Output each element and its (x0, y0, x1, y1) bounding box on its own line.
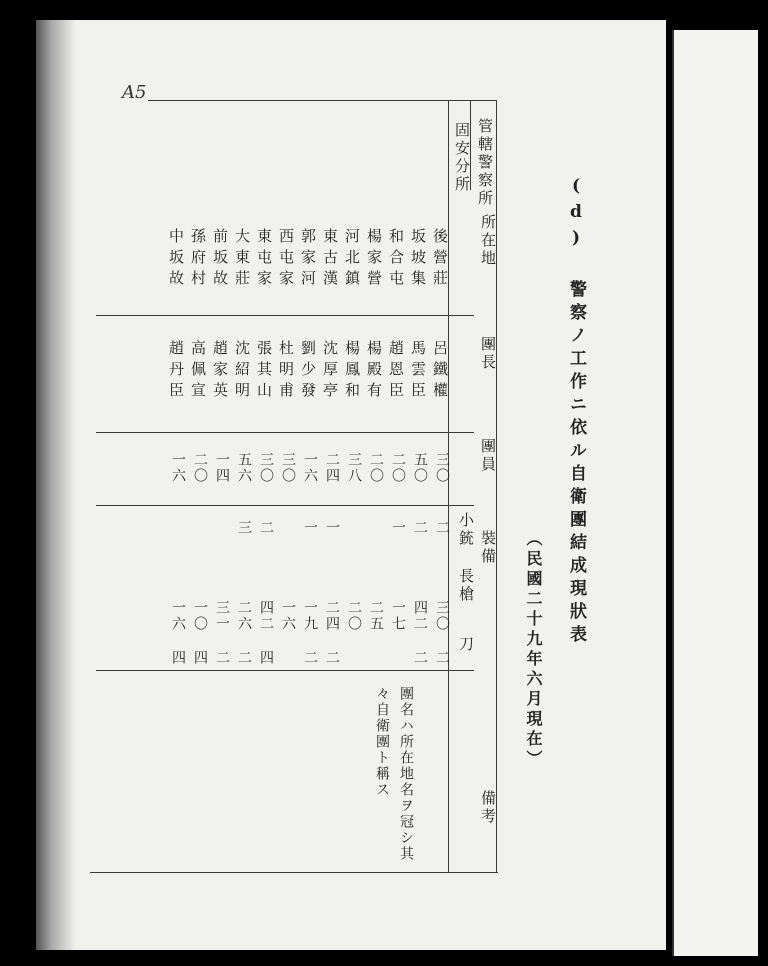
row-spears: 一〇 (192, 600, 208, 632)
row-swords: 二 (302, 650, 318, 666)
row-spears: 一六 (170, 600, 186, 632)
row-small-arms: 三 (236, 520, 252, 536)
row-head: 楊殿有 (365, 340, 383, 403)
row-members: 三八 (346, 452, 362, 484)
group-label: 固安分所 (453, 122, 471, 194)
row-members: 三〇 (258, 452, 274, 484)
row-swords: 四 (258, 650, 274, 666)
name-head-divider (96, 315, 474, 316)
row-location: 東屯家 (255, 228, 273, 291)
row-spears: 二五 (368, 600, 384, 632)
header-remarks: 備考 (479, 790, 497, 826)
row-members: 一六 (170, 452, 186, 484)
row-small-arms: 一 (324, 520, 340, 536)
table-bottom-border (90, 872, 498, 873)
row-small-arms: 二 (412, 520, 428, 536)
row-location: 孫府村 (189, 228, 207, 291)
row-head: 呂鐵權 (431, 340, 449, 403)
head-members-divider (96, 432, 474, 433)
header-small-arms: 小銃 (457, 512, 475, 548)
row-spears: 二六 (236, 600, 252, 632)
row-small-arms: 一 (390, 520, 406, 536)
row-members: 二四 (324, 452, 340, 484)
row-spears: 三〇 (434, 600, 450, 632)
row-members: 三〇 (280, 452, 296, 484)
row-members: 二〇 (192, 452, 208, 484)
row-head: 沈紹明 (233, 340, 251, 403)
row-swords: 二 (214, 650, 230, 666)
row-members: 五〇 (412, 452, 428, 484)
row-location: 西屯家 (277, 228, 295, 291)
row-location: 河北鎮 (343, 228, 361, 291)
row-small-arms: 二 (434, 520, 450, 536)
row-head: 楊鳳和 (343, 340, 361, 403)
row-members: 二〇 (390, 452, 406, 484)
row-small-arms: 二 (258, 520, 274, 536)
corner-mark: A5 (122, 82, 147, 103)
row-spears: 一九 (302, 600, 318, 632)
table-title: (d) 警察ノ工作ニ依ル自衛團結成現狀表 (566, 176, 586, 648)
row-spears: 四二 (412, 600, 428, 632)
table-top-border (148, 100, 496, 101)
row-spears: 一六 (280, 600, 296, 632)
row-spears: 二四 (324, 600, 340, 632)
binding-shadow (36, 20, 76, 950)
header-equipment: 裝備 (479, 530, 497, 566)
row-swords: 四 (192, 650, 208, 666)
row-members: 三〇 (434, 452, 450, 484)
row-location: 郭家河 (299, 228, 317, 291)
row-members: 二〇 (368, 452, 384, 484)
remarks-line-1: 團名ハ所在地名ヲ冠シ其 (398, 686, 414, 862)
members-equipment-divider (96, 505, 474, 506)
row-head: 杜明甫 (277, 340, 295, 403)
row-location: 後營莊 (431, 228, 449, 291)
row-head: 張其山 (255, 340, 273, 403)
remarks-line-2: 々自衛團ト稱ス (374, 686, 390, 798)
table-subtitle: （民國二十九年六月現在） (524, 530, 543, 770)
equipment-remarks-divider (96, 670, 474, 671)
row-small-arms: 一 (302, 520, 318, 536)
row-head: 劉少發 (299, 340, 317, 403)
row-swords: 四 (170, 650, 186, 666)
row-swords: 二 (236, 650, 252, 666)
row-swords: 二 (324, 650, 340, 666)
row-location: 和合屯 (387, 228, 405, 291)
header-spears: 長槍 (457, 568, 475, 604)
row-spears: 三一 (214, 600, 230, 632)
row-members: 一四 (214, 452, 230, 484)
row-members: 五六 (236, 452, 252, 484)
row-head: 馬雲臣 (409, 340, 427, 403)
adjacent-page (672, 30, 758, 956)
header-members: 團員 (479, 438, 497, 474)
row-spears: 四二 (258, 600, 274, 632)
header-swords: 刀 (457, 636, 475, 654)
row-location: 大東莊 (233, 228, 251, 291)
row-location: 坂坡集 (409, 228, 427, 291)
header-head: 團長 (479, 336, 497, 372)
row-head: 趙丹臣 (167, 340, 185, 403)
row-location: 前坂故 (211, 228, 229, 291)
row-head: 趙恩臣 (387, 340, 405, 403)
row-location: 楊家營 (365, 228, 383, 291)
row-head: 趙家英 (211, 340, 229, 403)
row-head: 沈厚亭 (321, 340, 339, 403)
header-body-divider (448, 100, 449, 872)
row-spears: 二〇 (346, 600, 362, 632)
header-office: 管轄警察所 (476, 118, 494, 208)
row-location: 中坂故 (167, 228, 185, 291)
row-spears: 一七 (390, 600, 406, 632)
header-location: 所在地 (479, 214, 497, 268)
row-members: 一六 (302, 452, 318, 484)
row-swords: 二 (434, 650, 450, 666)
row-location: 東古漢 (321, 228, 339, 291)
row-head: 高佩宣 (189, 340, 207, 403)
row-swords: 二 (412, 650, 428, 666)
